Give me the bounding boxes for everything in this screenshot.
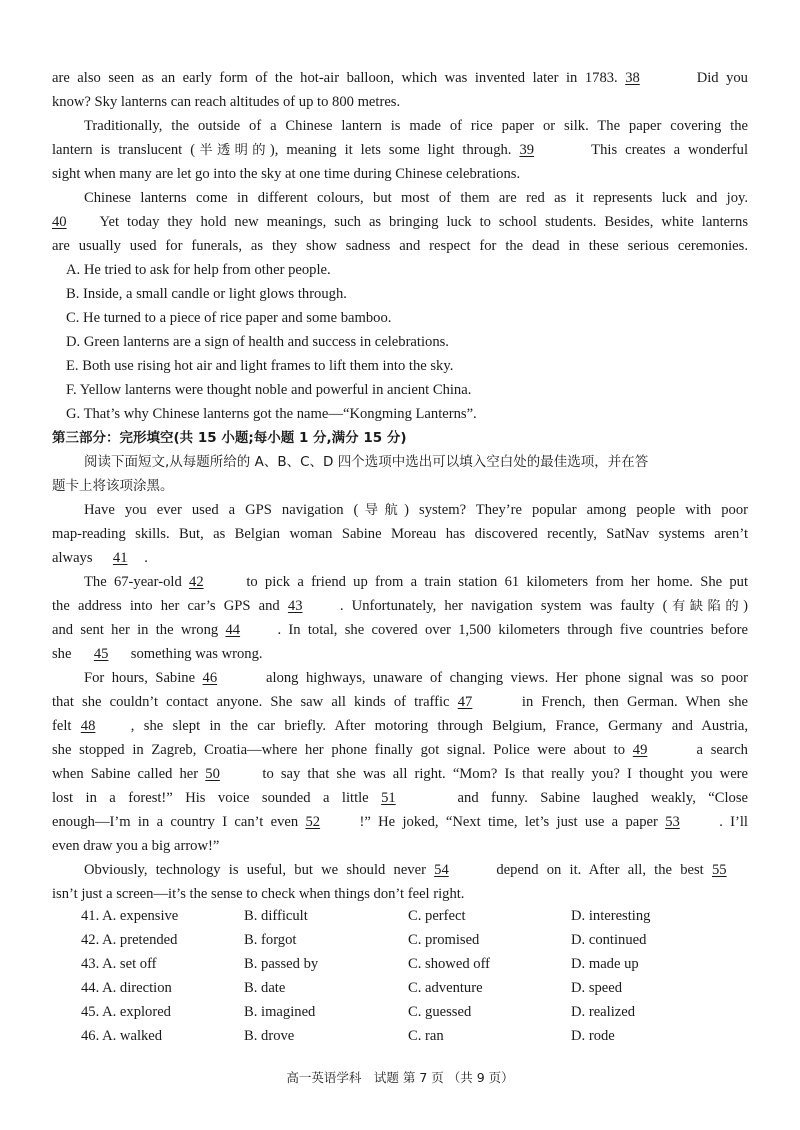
blank-43: 43 [287,598,303,614]
text: ), meaning it lets some light through. [269,142,512,158]
blank-45: 45 [93,646,109,662]
cloze-line [52,620,748,640]
blank-38: 38 [625,70,640,86]
blank-54: 54 [434,862,449,878]
cloze-line [52,716,748,736]
text: . Unfortunately, her navigation system was faulty ( [339,598,668,614]
text: she stopped in Zagreb, Croatia—where her phone finally got signal. Police were about to [52,742,626,758]
passage-line [52,140,748,161]
cloze-line [52,644,748,664]
page-footer: 高一英语学科 试题 第 7 页 （共 9 页） [286,1070,514,1085]
choice-b: B. date [244,980,286,996]
blank-48: 48 [80,718,96,734]
text: !” He joked, “Next time, let’s just use a paper [359,814,658,830]
text: Yet today they hold new meanings, such as bringing luck to school students. Besides, white lanterns [99,214,748,230]
text: Obviously, technology is useful, but we should never [84,862,426,878]
passage-line: know? Sky lanterns can reach altitudes of up to 800 metres. [52,94,401,110]
choice-c: C. promised [408,932,480,948]
text: along highways, unaware of changing views. Her phone signal was so poor [266,670,748,686]
choice-a: 44. A. direction [81,980,172,996]
passage-line [52,68,748,88]
cloze-line: map-reading skills. But, as Belgian woman Sabine Moreau has discovered recently, SatNav systems aren’t [52,526,748,542]
choice-a: 46. A. walked [81,1028,163,1044]
cloze-line [84,668,748,688]
choice-c: C. adventure [408,980,483,996]
passage-line: are usually used for funerals, as they show sadness and respect for the dead in these serious ceremonies. [52,238,748,254]
option-item: B. Inside, a small candle or light glows through. [66,286,347,302]
option-item: C. He turned to a piece of rice paper and some bamboo. [66,310,392,326]
text: For hours, Sabine [84,670,196,686]
passage-line: sight when many are let go into the sky at one time during Chinese celebrations. [52,166,521,182]
choice-a: 43. A. set off [81,956,157,972]
choice-b: B. imagined [244,1004,316,1020]
section-heading: 第三部分：完形填空(共 15 小题;每小题 1 分,满分 15 分) [52,430,407,446]
text: The 67-year-old [84,574,182,590]
option-item: E. Both use rising hot air and light frames to lift them into the sky. [66,358,454,374]
text: are also seen as an early form of the hot-air balloon, which was invented later in 1783. [52,70,618,86]
text: a search [696,742,748,758]
text: ) system? They’re popular among people with poor [404,502,748,518]
choice-d: D. interesting [571,908,651,924]
blank-46: 46 [202,670,218,686]
text: the address into her car’s GPS and [52,598,280,614]
text: . I’ll [719,814,748,830]
text: to pick a friend up from a train station 61 kilometers from her home. She put [246,574,749,590]
text: lantern is translucent ( [52,142,196,158]
choice-d: D. made up [571,956,639,972]
choice-a: 45. A. explored [81,1004,171,1020]
instructions-line: 阅读下面短文,从每题所给的 A、B、C、D 四个选项中选出可以填入空白处的最佳选项，并在答 [84,454,649,470]
text: . In total, she covered over 1,500 kilometers through five countries before [277,622,748,638]
choice-c: C. guessed [408,1004,472,1020]
text: depend on it. After all, the best [496,862,704,878]
blank-55: 55 [711,862,727,878]
text: that she couldn’t contact anyone. She saw all kinds of traffic [52,694,450,710]
passage-line: Traditionally, the outside of a Chinese lantern is made of rice paper or silk. The paper covering the [84,118,748,134]
cloze-line [52,548,748,568]
choice-a: 41. A. expensive [81,908,179,924]
cloze-line [52,788,748,808]
choice-b: B. passed by [244,956,319,972]
text: Did you [696,70,748,86]
cloze-line [84,572,748,592]
cloze-line: isn’t just a screen—it’s the sense to check when things don’t feel right. [52,886,465,902]
choice-b: B. forgot [244,932,297,948]
chinese-gloss: 半透明的 [195,143,270,158]
passage-line [52,212,748,232]
choice-d: D. rode [571,1028,615,1044]
text: ) [743,598,749,614]
blank-52: 52 [305,814,321,830]
cloze-line [84,860,748,880]
blank-41: 41 [112,550,128,566]
text: This creates a wonderful [591,142,748,158]
choice-c: C. perfect [408,908,466,924]
choice-d: D. realized [571,1004,636,1020]
choice-d: D. speed [571,980,623,996]
text: Have you ever used a GPS navigation ( [84,502,359,518]
blank-42: 42 [189,574,204,590]
choice-a: 42. A. pretended [81,932,178,948]
choice-c: C. showed off [408,956,491,972]
cloze-line [52,764,748,784]
option-item: A. He tried to ask for help from other people. [66,262,331,278]
text: when Sabine called her [52,766,199,782]
blank-51: 51 [381,790,396,806]
text: enough—I’m in a country I can’t even [52,814,299,830]
blank-47: 47 [457,694,473,710]
choice-b: B. difficult [244,908,308,924]
chinese-gloss: 有缺陷的 [667,599,744,614]
option-item: G. That’s why Chinese lanterns got the name—“Kongming Lanterns”. [66,406,477,422]
text: , she slept in the car briefly. After motoring through Belgium, France, Germany and Austria, [130,718,748,734]
blank-53: 53 [665,814,680,830]
text: always [52,550,93,566]
chinese-gloss: 导航 [358,503,405,518]
option-item: D. Green lanterns are a sign of health and success in celebrations. [66,334,449,350]
text: and funny. Sabine laughed weakly, “Close [457,790,748,806]
choice-d: D. continued [571,932,647,948]
text: . [144,550,148,566]
cloze-line [84,500,748,521]
cloze-line [52,740,748,760]
blank-50: 50 [205,766,220,782]
blank-44: 44 [225,622,241,638]
cloze-line [52,812,748,832]
text: she [52,646,72,662]
choice-c: C. ran [408,1028,444,1044]
instructions-line: 题卡上将该项涂黑。 [52,478,174,494]
text: in French, then German. When she [521,694,749,710]
option-item: F. Yellow lanterns were thought noble and powerful in ancient China. [66,382,472,398]
blank-49: 49 [632,742,648,758]
blank-40: 40 [52,214,67,230]
text: lost in a forest!” His voice sounded a little [52,790,369,806]
text: to say that she was all right. “Mom? Is that really you? I thought you were [262,766,749,782]
text: and sent her in the wrong [52,622,219,638]
cloze-line [52,692,748,712]
cloze-line: even draw you a big arrow!” [52,838,220,854]
passage-line: Chinese lanterns come in different colours, but most of them are red as it represents luck and joy. [84,190,748,206]
text: something was wrong. [130,646,263,662]
cloze-line [52,596,748,617]
blank-39: 39 [519,142,535,158]
choice-b: B. drove [244,1028,295,1044]
text: felt [52,718,72,734]
